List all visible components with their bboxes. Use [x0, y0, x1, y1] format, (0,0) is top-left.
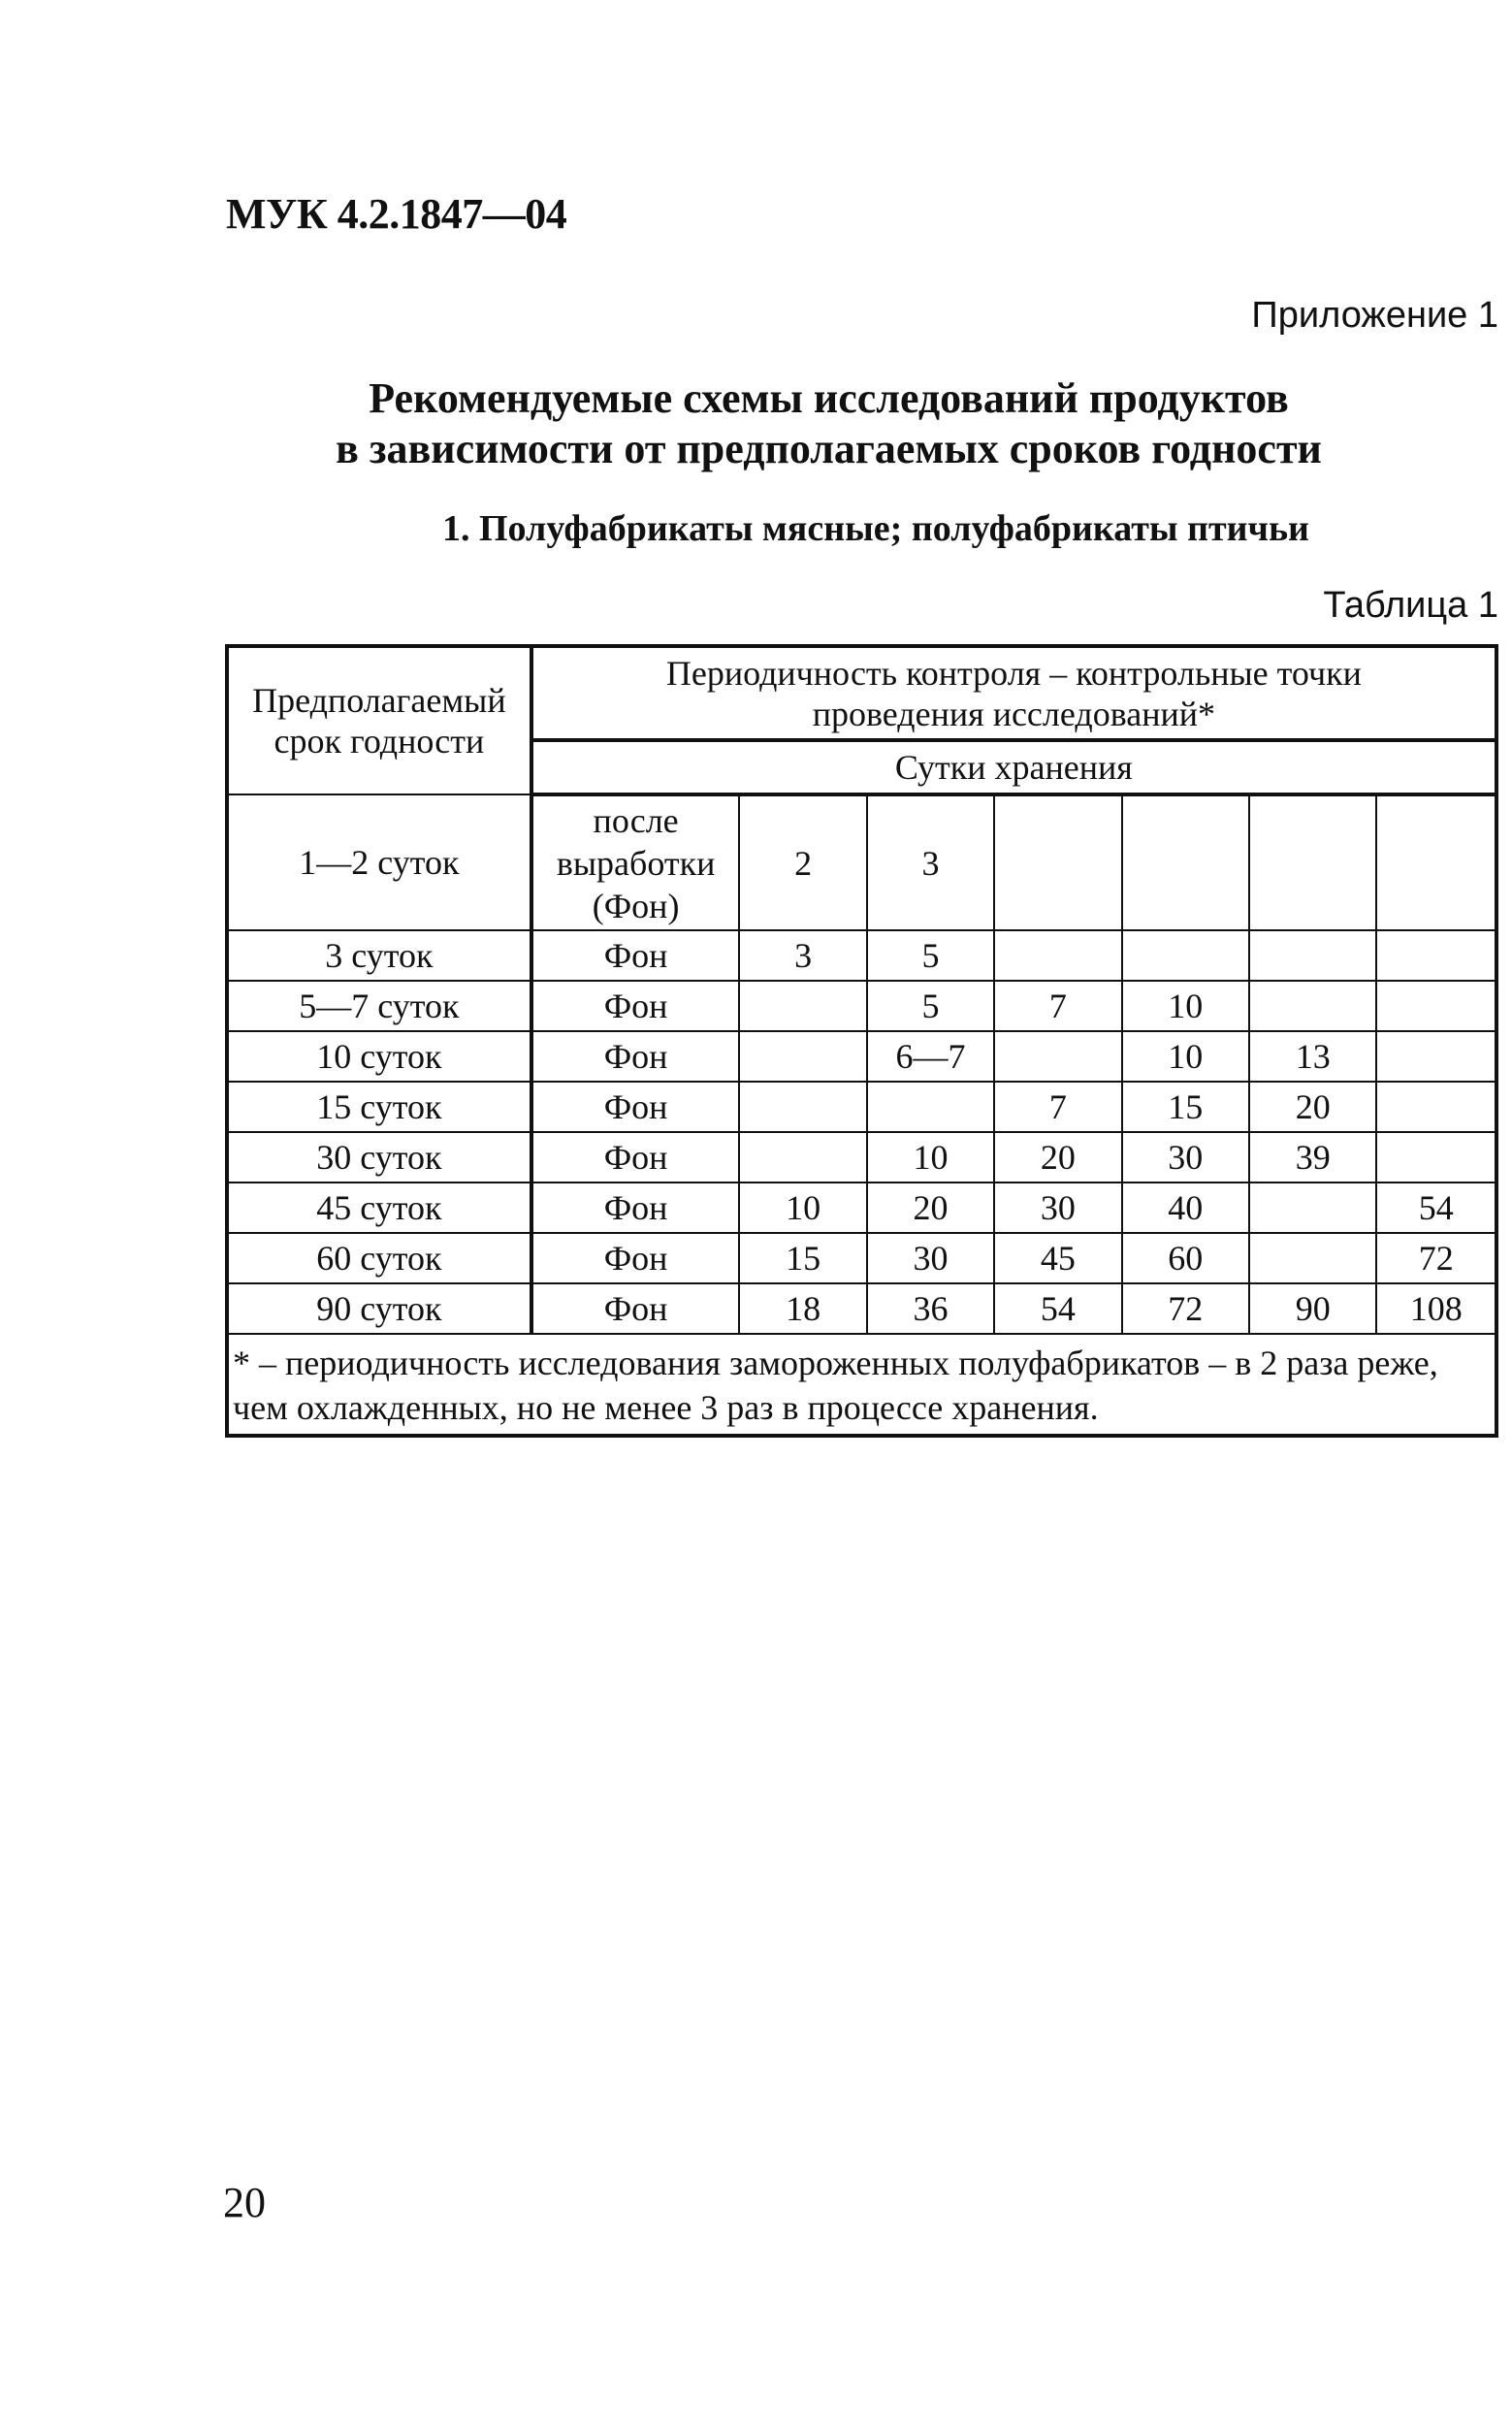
control-point-cell: 72 — [1122, 1283, 1249, 1334]
shelf-life-cell: 5—7 суток — [227, 981, 531, 1031]
page-title — [0, 373, 1512, 474]
table-body — [227, 794, 1496, 1334]
table-footnote: * – периодичность исследования замороженных полуфабрикатов – в 2 раза реже, чем охлажденных, но не менее 3 раз в процессе хранения. — [227, 1334, 1496, 1436]
control-point-cell — [867, 1082, 994, 1132]
control-point-cell: 20 — [867, 1183, 994, 1233]
control-point-cell — [1249, 1183, 1376, 1233]
table-row — [227, 1233, 1496, 1283]
control-point-cell: 7 — [994, 1082, 1121, 1132]
storage-schedule-table — [225, 644, 1498, 1438]
control-point-cell — [739, 1031, 866, 1082]
control-point-cell: 36 — [867, 1283, 994, 1334]
control-point-cell: 3 — [739, 930, 866, 981]
control-point-cell — [1376, 1132, 1496, 1183]
control-point-cell: 20 — [994, 1132, 1121, 1183]
control-point-cell — [1376, 1082, 1496, 1132]
baseline-cell: Фон — [531, 1283, 740, 1334]
control-point-cell — [1376, 1031, 1496, 1082]
control-point-cell — [1376, 794, 1496, 930]
control-point-cell — [1376, 930, 1496, 981]
title-line-2: в зависимости от предполагаемых сроков годности — [336, 425, 1322, 472]
control-point-cell: 45 — [994, 1233, 1121, 1283]
table-row — [227, 1132, 1496, 1183]
control-point-cell: 10 — [739, 1183, 866, 1233]
table-row — [227, 794, 1496, 930]
title-line-1: Рекомендуемые схемы исследований продуктов — [369, 374, 1289, 422]
control-point-cell: 5 — [867, 930, 994, 981]
baseline-cell: после выработки (Фон) — [531, 794, 740, 930]
page-number: 20 — [223, 2179, 266, 2226]
control-point-cell: 10 — [1122, 981, 1249, 1031]
section-subtitle: 1. Полуфабрикаты мясные; полуфабрикаты птичьи — [442, 508, 1309, 549]
shelf-life-cell: 60 суток — [227, 1233, 531, 1283]
table-row — [227, 1283, 1496, 1334]
control-point-cell: 13 — [1249, 1031, 1376, 1082]
control-point-cell: 72 — [1376, 1233, 1496, 1283]
control-point-cell: 3 — [867, 794, 994, 930]
shelf-life-cell: 3 суток — [227, 930, 531, 981]
control-point-cell — [1249, 1233, 1376, 1283]
control-point-cell: 18 — [739, 1283, 866, 1334]
control-point-cell: 30 — [1122, 1132, 1249, 1183]
table-row — [227, 1183, 1496, 1233]
control-point-cell: 5 — [867, 981, 994, 1031]
control-point-cell: 54 — [994, 1283, 1121, 1334]
baseline-cell: Фон — [531, 1132, 740, 1183]
header-shelf-life: Предполагаемый срок годности — [227, 646, 531, 794]
control-point-cell — [1249, 794, 1376, 930]
control-point-cell — [1122, 930, 1249, 981]
baseline-cell: Фон — [531, 1082, 740, 1132]
shelf-life-cell: 30 суток — [227, 1132, 531, 1183]
table-row — [227, 1031, 1496, 1082]
table-row — [227, 981, 1496, 1031]
control-point-cell: 6—7 — [867, 1031, 994, 1082]
control-point-cell — [994, 930, 1121, 981]
control-point-cell: 108 — [1376, 1283, 1496, 1334]
control-point-cell: 40 — [1122, 1183, 1249, 1233]
shelf-life-cell: 10 суток — [227, 1031, 531, 1082]
control-point-cell: 39 — [1249, 1132, 1376, 1183]
document-code: МУК 4.2.1847—04 — [226, 190, 567, 238]
shelf-life-cell: 15 суток — [227, 1082, 531, 1132]
control-point-cell — [1376, 981, 1496, 1031]
control-point-cell: 20 — [1249, 1082, 1376, 1132]
baseline-cell: Фон — [531, 1031, 740, 1082]
appendix-label: Приложение 1 — [1251, 295, 1498, 336]
header-periodicity: Периодичность контроля – контрольные точки проведения исследований* — [531, 646, 1496, 740]
control-point-cell — [994, 794, 1121, 930]
control-point-cell — [994, 1031, 1121, 1082]
control-point-cell: 15 — [1122, 1082, 1249, 1132]
baseline-cell: Фон — [531, 930, 740, 981]
control-point-cell: 90 — [1249, 1283, 1376, 1334]
control-point-cell: 10 — [1122, 1031, 1249, 1082]
baseline-cell: Фон — [531, 981, 740, 1031]
table-row — [227, 930, 1496, 981]
control-point-cell — [1122, 794, 1249, 930]
shelf-life-cell: 90 суток — [227, 1283, 531, 1334]
table-row — [227, 1082, 1496, 1132]
control-point-cell — [1249, 981, 1376, 1031]
table-label: Таблица 1 — [1323, 585, 1498, 626]
baseline-cell: Фон — [531, 1183, 740, 1233]
control-point-cell: 10 — [867, 1132, 994, 1183]
control-point-cell — [739, 1132, 866, 1183]
control-point-cell: 7 — [994, 981, 1121, 1031]
control-point-cell — [739, 981, 866, 1031]
control-point-cell: 30 — [867, 1233, 994, 1283]
shelf-life-cell: 1—2 суток — [227, 794, 531, 930]
control-point-cell: 15 — [739, 1233, 866, 1283]
control-point-cell — [1249, 930, 1376, 981]
baseline-cell: Фон — [531, 1233, 740, 1283]
control-point-cell: 54 — [1376, 1183, 1496, 1233]
control-point-cell: 2 — [739, 794, 866, 930]
shelf-life-cell: 45 суток — [227, 1183, 531, 1233]
control-point-cell — [739, 1082, 866, 1132]
control-point-cell: 60 — [1122, 1233, 1249, 1283]
control-point-cell: 30 — [994, 1183, 1121, 1233]
header-storage-days: Сутки хранения — [531, 740, 1496, 794]
